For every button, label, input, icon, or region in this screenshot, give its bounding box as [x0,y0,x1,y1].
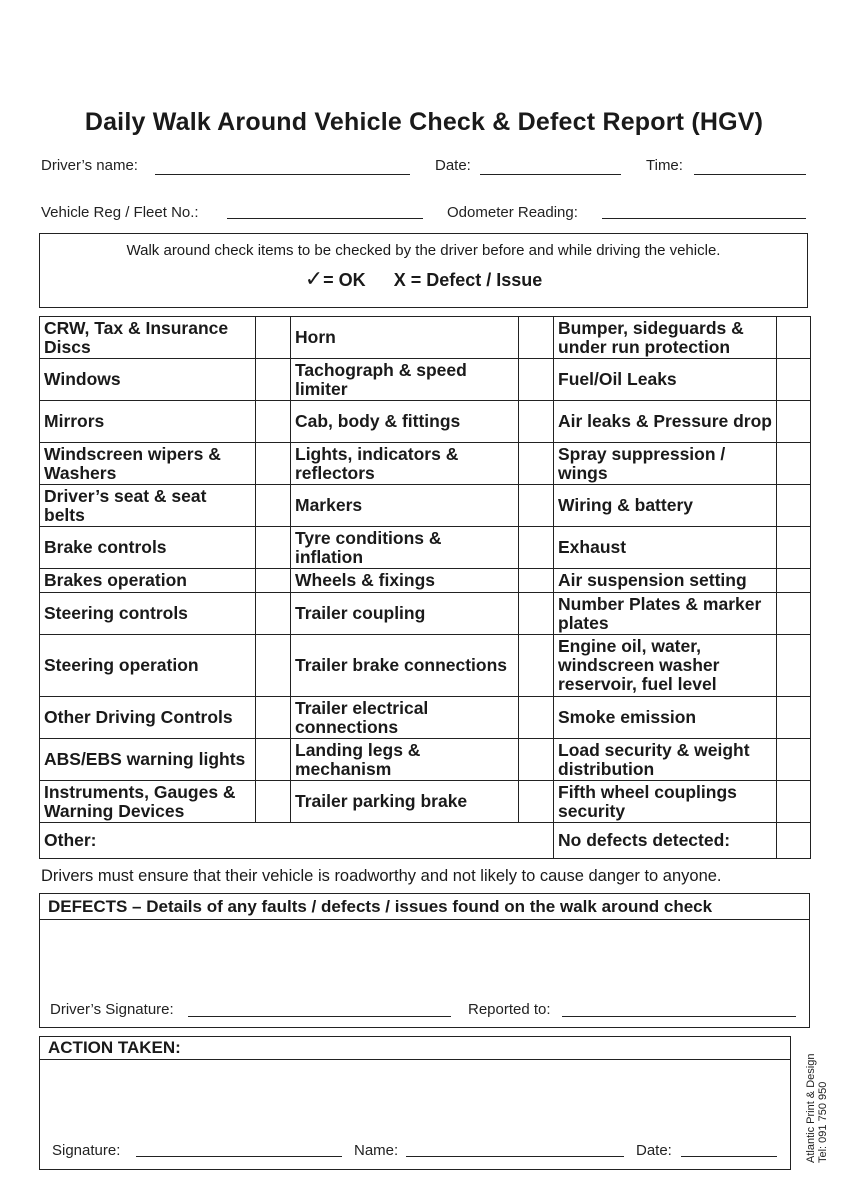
check-item-label: Steering operation [40,635,256,697]
check-box[interactable] [519,569,554,593]
check-item-label: Brakes operation [40,569,256,593]
check-item-label: Horn [291,317,519,359]
check-item-label: Smoke emission [554,697,777,739]
check-box[interactable] [519,593,554,635]
check-row [40,317,811,359]
defects-details-area[interactable] [42,922,807,992]
printer-phone: Tel: 091 750 950 [817,1081,829,1163]
check-box[interactable] [777,485,811,527]
check-item-label: CRW, Tax & Insurance Discs [40,317,256,359]
check-item-label: Steering controls [40,593,256,635]
check-row-final [40,823,811,859]
odometer-label: Odometer Reading: [447,204,578,221]
check-row [40,569,811,593]
check-box[interactable] [777,697,811,739]
check-box[interactable] [519,443,554,485]
check-item-label: Trailer electrical connections [291,697,519,739]
check-item-label: Load security & weight distribution [554,739,777,781]
check-box[interactable] [777,569,811,593]
defect-label: X = Defect / Issue [393,270,543,290]
check-item-label: Lights, indicators & reflectors [291,443,519,485]
check-box[interactable] [519,635,554,697]
check-box[interactable] [256,593,291,635]
check-item-label: Fuel/Oil Leaks [554,359,777,401]
check-item-label: Fifth wheel couplings security [554,781,777,823]
check-row [40,443,811,485]
check-item-label: Air leaks & Pressure drop [554,401,777,443]
other-field[interactable]: Other: [40,823,554,859]
check-item-label: Windscreen wipers & Washers [40,443,256,485]
check-item-label: Tyre conditions & inflation [291,527,519,569]
check-item-label: Instruments, Gauges & Warning Devices [40,781,256,823]
drivers-signature-field[interactable] [188,1016,451,1017]
check-item-label: Air suspension setting [554,569,777,593]
check-item-label: Driver’s seat & seat belts [40,485,256,527]
check-item-label: Trailer parking brake [291,781,519,823]
check-item-label: Bumper, sideguards & under run protection [554,317,777,359]
check-item-label: Spray suppression / wings [554,443,777,485]
driver-name-field[interactable] [155,174,410,175]
check-row [40,359,811,401]
check-item-label: Exhaust [554,527,777,569]
check-box[interactable] [777,739,811,781]
vehicle-reg-label: Vehicle Reg / Fleet No.: [41,204,199,221]
check-box[interactable] [777,593,811,635]
instructions-text: Walk around check items to be checked by the driver before and while driving the vehicle. [126,242,721,259]
ok-label: = OK [323,270,366,290]
check-box[interactable] [519,781,554,823]
name-field[interactable] [406,1156,624,1157]
checks-table [39,316,811,859]
check-row [40,697,811,739]
check-item-label: Brake controls [40,527,256,569]
check-item-label: Cab, body & fittings [291,401,519,443]
check-row [40,485,811,527]
check-box[interactable] [256,317,291,359]
check-item-label: ABS/EBS warning lights [40,739,256,781]
page-title: Daily Walk Around Vehicle Check & Defect Report (HGV) [84,108,764,136]
check-box[interactable] [519,697,554,739]
check-item-label: Mirrors [40,401,256,443]
check-box[interactable] [777,401,811,443]
no-defects-label: No defects detected: [554,823,777,859]
check-box[interactable] [256,443,291,485]
check-box[interactable] [256,781,291,823]
time-field[interactable] [694,174,806,175]
check-row [40,527,811,569]
defects-heading: DEFECTS – Details of any faults / defects / issues found on the walk around check [40,894,809,920]
action-box [39,1036,791,1170]
printer-name: Atlantic Print & Design [805,1053,817,1163]
check-box[interactable] [256,739,291,781]
legend [40,266,807,292]
check-row [40,739,811,781]
check-row [40,781,811,823]
drivers-signature-label: Driver’s Signature: [50,1001,174,1018]
roadworthy-note: Drivers must ensure that their vehicle is roadworthy and not likely to cause danger to anyone. [41,867,722,885]
check-item-label: Windows [40,359,256,401]
check-item-label: Other Driving Controls [40,697,256,739]
check-item-label: Engine oil, water, windscreen washer reservoir, fuel level [554,635,777,697]
action-details-area[interactable] [42,1062,788,1132]
check-box[interactable] [256,485,291,527]
check-item-label: Number Plates & marker plates [554,593,777,635]
check-box[interactable] [777,635,811,697]
defects-box [39,893,810,1028]
name-label: Name: [354,1142,399,1159]
no-defects-box[interactable] [777,823,811,859]
check-box[interactable] [777,317,811,359]
check-box[interactable] [519,401,554,443]
vehicle-reg-field[interactable] [227,218,423,219]
check-box[interactable] [777,359,811,401]
action-date-field[interactable] [681,1156,777,1157]
check-box[interactable] [777,527,811,569]
time-label: Time: [646,157,683,174]
check-box[interactable] [256,401,291,443]
action-date-label: Date: [636,1142,672,1159]
check-box[interactable] [777,781,811,823]
check-box[interactable] [256,527,291,569]
check-row [40,401,811,443]
check-box[interactable] [256,569,291,593]
check-item-label: Landing legs & mechanism [291,739,519,781]
check-box[interactable] [256,635,291,697]
check-box[interactable] [256,697,291,739]
check-item-label: Tachograph & speed limiter [291,359,519,401]
action-heading: ACTION TAKEN: [40,1037,790,1060]
check-item-label: Wheels & fixings [291,569,519,593]
reported-to-field[interactable] [562,1016,796,1017]
check-item-label: Wiring & battery [554,485,777,527]
driver-name-label: Driver’s name: [41,157,138,174]
check-box[interactable] [519,739,554,781]
check-box[interactable] [777,443,811,485]
check-row [40,635,811,697]
check-box[interactable] [256,359,291,401]
check-box[interactable] [519,527,554,569]
date-label: Date: [435,157,471,174]
odometer-field[interactable] [602,218,806,219]
signature-label: Signature: [52,1142,121,1159]
signature-field[interactable] [136,1156,342,1157]
printer-credit [805,1054,829,1163]
reported-to-label: Reported to: [468,1001,551,1018]
check-item-label: Markers [291,485,519,527]
check-mark-icon: ✓ [304,266,324,291]
check-box[interactable] [519,359,554,401]
date-field[interactable] [480,174,621,175]
check-box[interactable] [519,485,554,527]
check-item-label: Trailer coupling [291,593,519,635]
instructions-box [39,233,808,308]
check-row [40,593,811,635]
check-item-label: Trailer brake connections [291,635,519,697]
check-box[interactable] [519,317,554,359]
